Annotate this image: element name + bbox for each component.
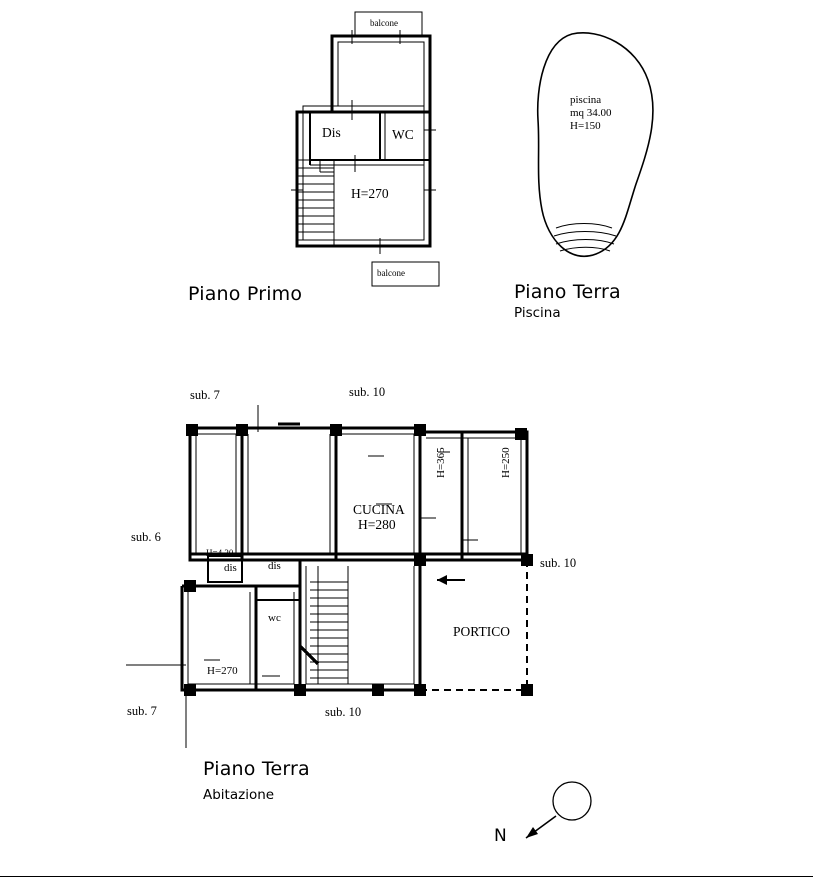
label-dis-upper: Dis <box>322 125 341 140</box>
label-h420: H=4.20 <box>206 548 234 558</box>
title-piano-terra-abitazione: Piano Terra <box>203 758 310 780</box>
label-h365: H=365 <box>435 447 447 478</box>
label-balcone-bottom: balcone <box>377 268 405 278</box>
subtitle-piscina: Piscina <box>514 305 561 321</box>
label-piscina-height: H=150 <box>570 120 601 132</box>
compass-rose <box>526 782 591 838</box>
label-wc-upper: WC <box>392 127 414 142</box>
label-piscina-name: piscina <box>570 94 602 106</box>
label-dis-small: dis <box>268 560 281 572</box>
sub-label-left: sub. 6 <box>131 530 161 544</box>
sub-label-bottom-left: sub. 7 <box>127 704 157 718</box>
label-h270-upper: H=270 <box>351 186 389 201</box>
label-h250: H=250 <box>500 447 512 478</box>
title-piano-primo: Piano Primo <box>188 283 303 305</box>
label-h270-lower: H=270 <box>207 665 238 677</box>
piano-terra-geometry <box>126 405 533 748</box>
sub-label-bottom-center: sub. 10 <box>325 705 362 719</box>
sub-label-top-left: sub. 7 <box>190 388 220 402</box>
piscina-geometry <box>538 33 653 256</box>
sub-label-right: sub. 10 <box>540 556 577 570</box>
compass-north-label: N <box>494 826 507 846</box>
label-wc-lower: wc <box>268 612 281 624</box>
label-cucina: CUCINA <box>353 502 405 517</box>
label-balcone-top: balcone <box>370 18 398 28</box>
footer-divider <box>0 876 813 877</box>
sub-label-top-center: sub. 10 <box>349 385 386 399</box>
label-portico: PORTICO <box>453 624 510 639</box>
label-cucina-height: H=280 <box>358 517 396 532</box>
entrance-arrow <box>437 575 465 585</box>
label-piscina-area: mq 34.00 <box>570 107 612 119</box>
title-piano-terra-piscina: Piano Terra <box>514 281 621 303</box>
piano-primo-geometry <box>291 12 439 286</box>
label-dis-small-upper: dis <box>224 562 237 574</box>
subtitle-abitazione: Abitazione <box>203 787 275 803</box>
